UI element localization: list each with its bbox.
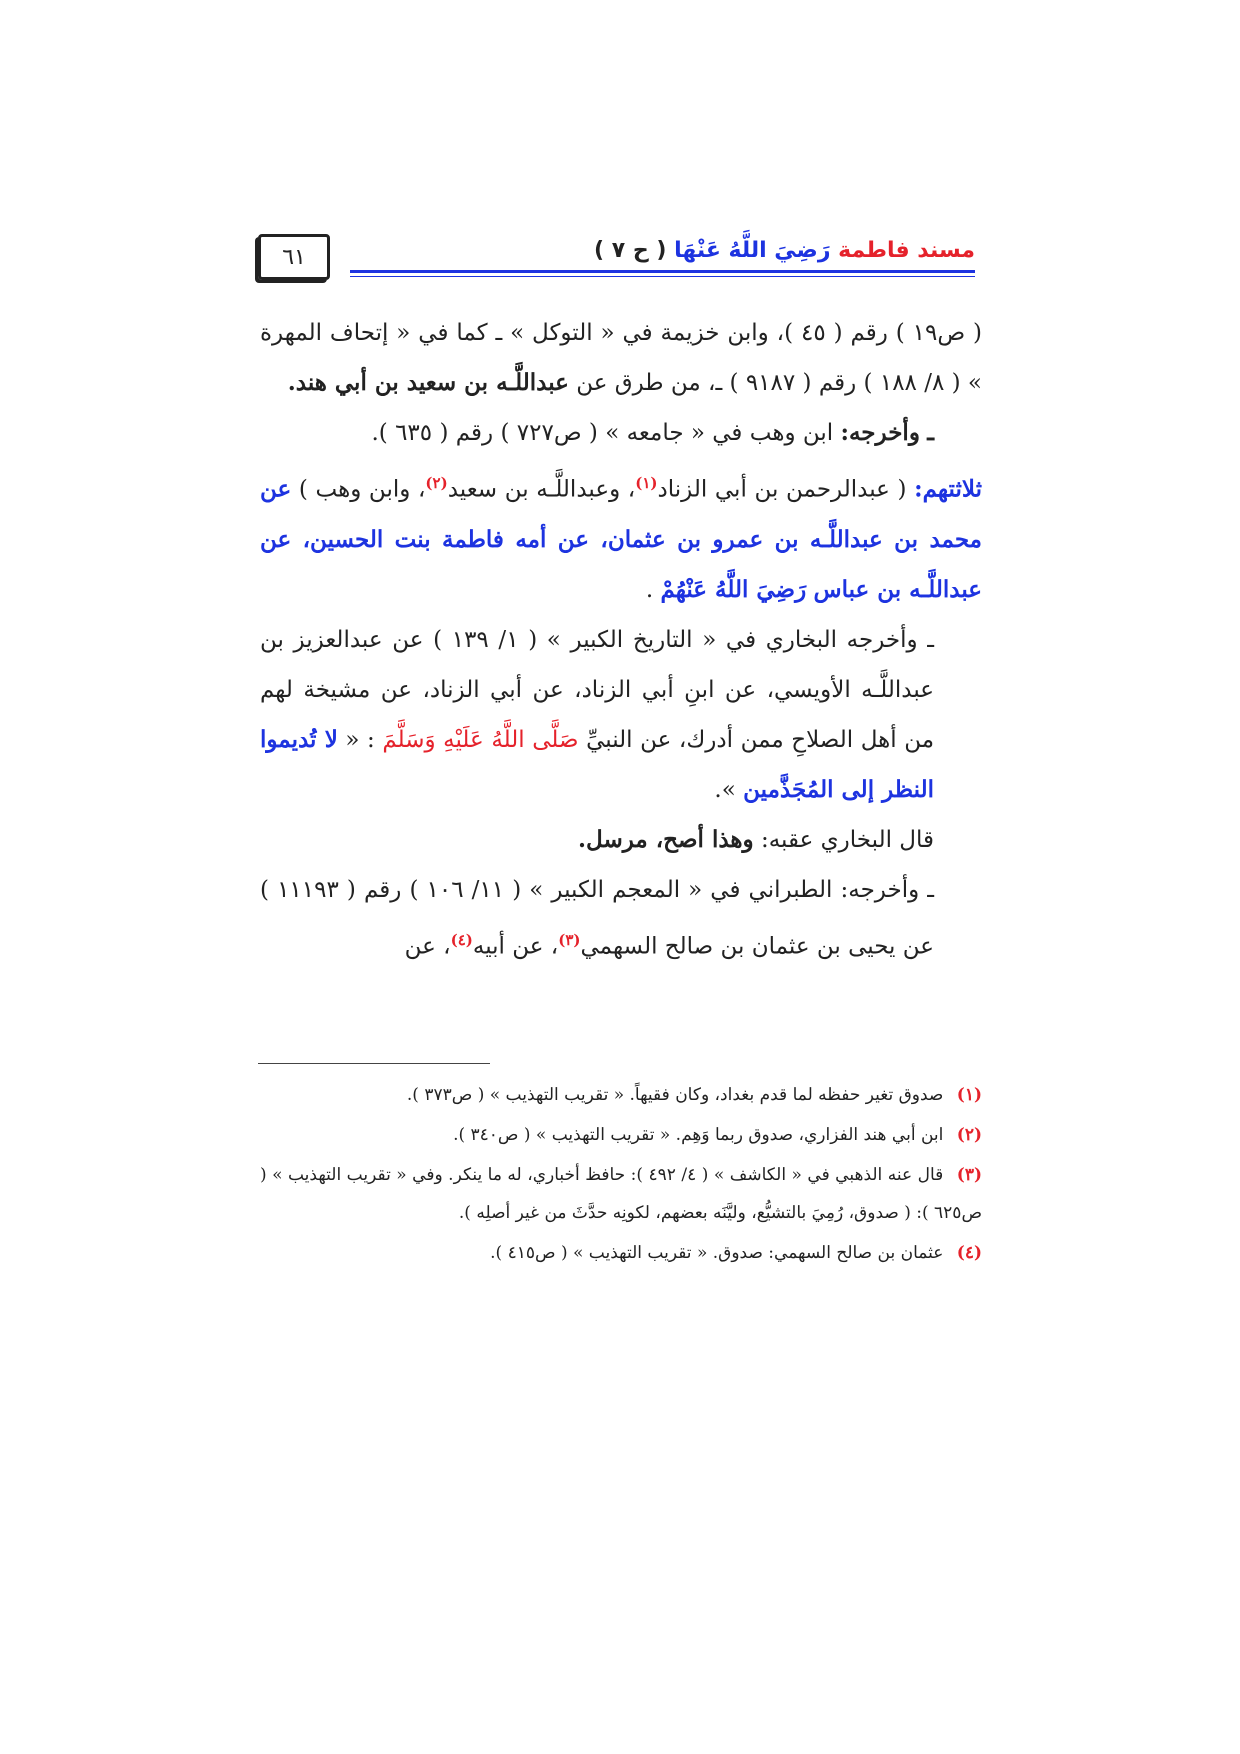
salawat-text: صَلَّى اللَّهُ عَلَيْهِ وَسَلَّمَ: [382, 726, 579, 753]
footnote-4: (٤) عثمان بن صالح السهمي: صدوق. « تقريب التهذيب » ( ص٤١٥ ).: [490, 1243, 982, 1263]
main-text: [260, 308, 982, 971]
header-honorific: رَضِيَ اللَّهُ عَنْهَا: [674, 238, 831, 263]
header-rule: [350, 270, 975, 273]
hadith-text: لا تُديموا النظر إلى المُجَذَّمين: [260, 725, 934, 803]
page-number: ٦١: [258, 234, 330, 280]
footnote-ref-3[interactable]: (٣): [558, 930, 581, 949]
footnotes: [260, 1076, 982, 1274]
footnote-1: (١) صدوق تغير حفظه لما قدم بغداد، وكان فقيهاً. « تقريب التهذيب » ( ص٣٧٣ ).: [406, 1085, 982, 1105]
footnote-ref-4[interactable]: (٤): [450, 930, 473, 949]
footnote-3: (٣) قال عنه الذهبي في « الكاشف » ( ٤/ ٤٩٢ ): حافظ أخباري، له ما ينكر. وفي « تقريب التهذيب » ( ص٦٢٥ ): ( صدوق، رُمِيَ بالتشيُّع، وليَّنَه بعضهم، لكونِه حدَّثَ من غير أصلِه ).: [260, 1165, 982, 1223]
hadith-number: ( ح ٧ ): [594, 238, 667, 263]
paragraph-1: ( ص١٩ ) رقم ( ٤٥ )، وابن خزيمة في « التوكل » ـ كما في « إتحاف المهرة » ( ٨/ ١٨٨ ) رقم ( ٩١٨٧ ) ـ، من طرق عن عبداللَّـه بن سعيد بن أبي هند.: [260, 320, 982, 396]
footnote-2: (٢) ابن أبي هند الفزاري، صدوق ربما وَهِم. « تقريب التهذيب » ( ص٣٤٠ ).: [453, 1125, 982, 1145]
paragraph-2: ـ وأخرجه: ابن وهب في « جامعه » ( ص٧٢٧ ) رقم ( ٦٣٥ ).: [371, 419, 934, 446]
paragraph-6: ـ وأخرجه: الطبراني في « المعجم الكبير » ( ١١/ ١٠٦ ) رقم ( ١١١٩٣ ) عن يحيى بن عثمان بن صالح السهمي$^{(٣)}$، عن أبيه$^{(٤)}$، عن: [260, 876, 935, 960]
footnote-separator: [258, 1063, 490, 1064]
paragraph-5: قال البخاري عقبه: وهذا أصح، مرسل.: [578, 825, 934, 853]
running-header: [594, 238, 975, 263]
book-title: مسند فاطمة: [838, 238, 975, 263]
paragraph-3: ثلاثتهم: ( عبدالرحمن بن أبي الزناد$^{(١)}$، وعبداللَّـه بن سعيد$^{(٢)}$، وابن وهب ) عن محمد بن عبداللَّـه بن عمرو بن عثمان، عن أمه فاطمة بنت الحسين، عن عبداللَّـه بن عباس رَضِيَ اللَّهُ عَنْهُمْ .: [260, 474, 982, 603]
paragraph-4: ـ وأخرجه البخاري في « التاريخ الكبير » ( ١/ ١٣٩ ) عن عبدالعزيز بن عبداللَّـه الأويسي، عن ابنِ أبي الزناد، عن أبي الزناد، عن مشيخة لهم من أهل الصلاحِ ممن أدرك، عن النبيِّ صَلَّى اللَّهُ عَلَيْهِ وَسَلَّمَ : « لا تُديموا النظر إلى المُجَذَّمين ».: [260, 626, 935, 803]
header-rule-thin: [350, 276, 975, 277]
honorific-text: رَضِيَ اللَّهُ عَنْهُمْ: [660, 575, 807, 603]
footnote-ref-1[interactable]: (١): [635, 474, 658, 492]
footnote-ref-2[interactable]: (٢): [425, 474, 448, 492]
